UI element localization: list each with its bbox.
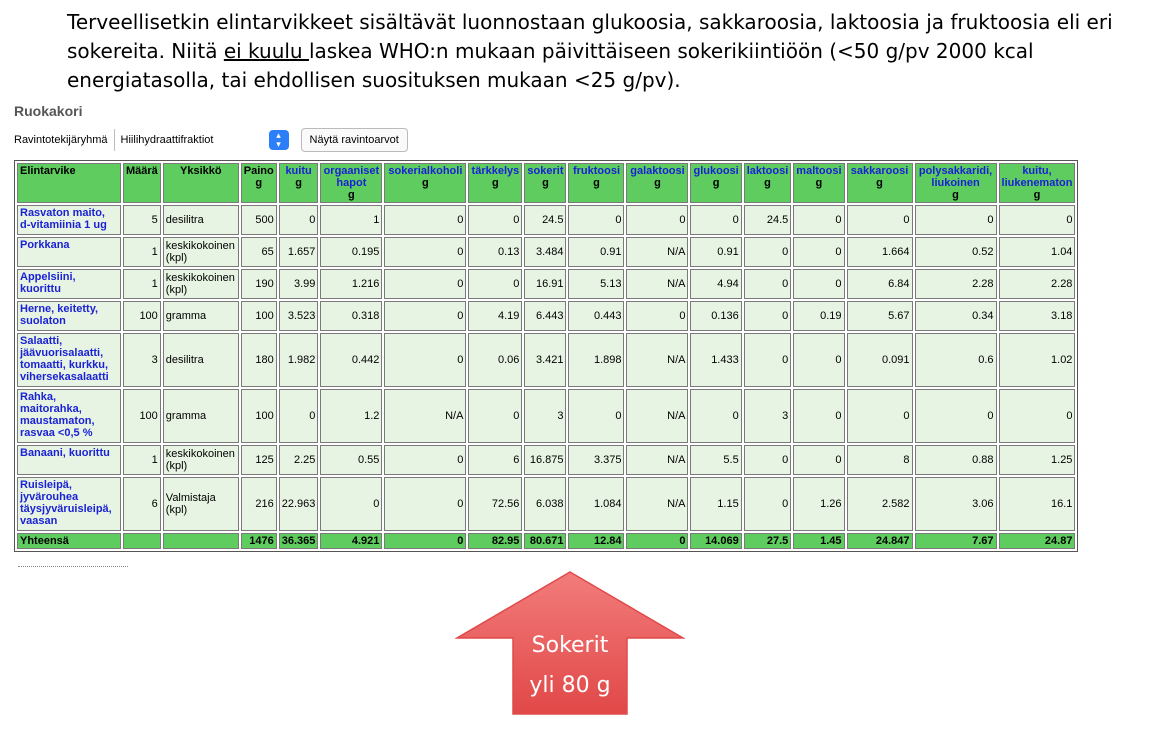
value-cell: 16.1 <box>999 477 1076 531</box>
value-cell: 1 <box>123 269 161 299</box>
select-stepper-icon[interactable]: ▴ ▾ <box>269 130 289 150</box>
value-cell: 1.664 <box>847 237 913 267</box>
value-cell: N/A <box>626 389 688 443</box>
food-name-link[interactable]: Porkkana <box>17 237 121 267</box>
header-name: kuitu, liukenematon <box>1001 165 1073 189</box>
value-cell: 6 <box>123 477 161 531</box>
total-cell: 36.365 <box>279 533 319 549</box>
value-cell: 6.443 <box>524 301 566 331</box>
table-row <box>17 389 1075 443</box>
unit-cell: Valmistaja (kpl) <box>163 477 239 531</box>
header-name: Elintarvike <box>20 165 76 177</box>
intro-part1: Terveellisetkin elintarvikkeet sisältävät luonnostaan glukoosia, sakkaroosia, laktoosia ja fruktoosia eli eri sokereita. Niitä <box>67 10 1113 63</box>
value-cell: 2.25 <box>279 445 319 475</box>
header-1 <box>123 163 161 203</box>
value-cell: 0 <box>568 389 624 443</box>
value-cell: 16.91 <box>524 269 566 299</box>
intro-part2: laskea WHO:n mukaan päivittäiseen sokerikiintiöön (<50 g/pv 2000 kcal energiatasolla, tai ehdollisen suosituksen mukaan <25 g/pv). <box>67 39 1034 92</box>
total-cell: 24.87 <box>999 533 1076 549</box>
value-cell: N/A <box>384 389 466 443</box>
unit-cell: desilitra <box>163 205 239 235</box>
value-cell: 0 <box>915 389 997 443</box>
value-cell: 0 <box>999 389 1076 443</box>
value-cell: 72.56 <box>468 477 522 531</box>
value-cell: 2.582 <box>847 477 913 531</box>
nutrition-table <box>14 160 1078 552</box>
header-name: galaktoosi <box>630 165 685 177</box>
food-name-link[interactable]: Ruisleipä, jyvärouhea täysjyväruisleipä, vaasan <box>17 477 121 531</box>
unit-cell: keskikokoinen (kpl) <box>163 445 239 475</box>
header-4[interactable] <box>279 163 319 203</box>
total-cell: 12.84 <box>568 533 624 549</box>
value-cell: 100 <box>123 389 161 443</box>
table-row <box>17 445 1075 475</box>
value-cell: 24.5 <box>524 205 566 235</box>
value-cell: 216 <box>241 477 277 531</box>
header-0 <box>17 163 121 203</box>
value-cell: 0 <box>690 205 741 235</box>
header-2 <box>163 163 239 203</box>
value-cell: 0 <box>793 237 844 267</box>
header-name: polysakkaridi, liukoinen <box>918 165 993 189</box>
unit-cell: keskikokoinen (kpl) <box>163 269 239 299</box>
value-cell: 0 <box>793 445 844 475</box>
value-cell: 65 <box>241 237 277 267</box>
table-header-row <box>17 163 1075 203</box>
value-cell: 100 <box>123 301 161 331</box>
value-cell: 100 <box>241 301 277 331</box>
unit-cell: gramma <box>163 389 239 443</box>
value-cell: 1 <box>320 205 382 235</box>
total-cell <box>123 533 161 549</box>
value-cell: 3.99 <box>279 269 319 299</box>
value-cell: 0.34 <box>915 301 997 331</box>
value-cell: 8 <box>847 445 913 475</box>
value-cell: 1 <box>123 237 161 267</box>
value-cell: 3 <box>123 333 161 387</box>
value-cell: 0 <box>847 205 913 235</box>
value-cell: 3.06 <box>915 477 997 531</box>
value-cell: 0.19 <box>793 301 844 331</box>
value-cell: 0.06 <box>468 333 522 387</box>
header-10[interactable] <box>626 163 688 203</box>
value-cell: 190 <box>241 269 277 299</box>
value-cell: 4.94 <box>690 269 741 299</box>
value-cell: 5.13 <box>568 269 624 299</box>
intro-text <box>67 8 1147 95</box>
value-cell: 0 <box>468 205 522 235</box>
value-cell: 3.18 <box>999 301 1076 331</box>
header-unit: g <box>815 177 823 189</box>
value-cell: 1.2 <box>320 389 382 443</box>
value-cell: 0 <box>793 389 844 443</box>
unit-cell: keskikokoinen (kpl) <box>163 237 239 267</box>
value-cell: 100 <box>241 389 277 443</box>
value-cell: N/A <box>626 477 688 531</box>
header-11[interactable] <box>690 163 741 203</box>
food-name-link[interactable]: Appelsiini, kuorittu <box>17 269 121 299</box>
value-cell: 16.875 <box>524 445 566 475</box>
value-cell: 0 <box>915 205 997 235</box>
value-cell: 0 <box>384 269 466 299</box>
value-cell: 500 <box>241 205 277 235</box>
value-cell: 1.02 <box>999 333 1076 387</box>
food-name-link[interactable]: Banaani, kuorittu <box>17 445 121 475</box>
header-16[interactable] <box>999 163 1076 203</box>
value-cell: 5.5 <box>690 445 741 475</box>
food-name-link[interactable]: Salaatti, jäävuorisalaatti, tomaatti, kurkku, vihersekasalaatti <box>17 333 121 387</box>
value-cell: 3.484 <box>524 237 566 267</box>
value-cell: 1.898 <box>568 333 624 387</box>
header-unit: g <box>952 189 959 201</box>
value-cell: 0 <box>279 389 319 443</box>
header-7[interactable] <box>468 163 522 203</box>
total-cell: 1476 <box>241 533 277 549</box>
header-3 <box>241 163 277 203</box>
value-cell: 0 <box>744 269 792 299</box>
value-cell: 1.25 <box>999 445 1076 475</box>
value-cell: 180 <box>241 333 277 387</box>
header-name: Määrä <box>126 165 158 177</box>
value-cell: 0 <box>384 205 466 235</box>
header-name: Paino <box>243 165 274 177</box>
value-cell: 0.6 <box>915 333 997 387</box>
value-cell: N/A <box>626 269 688 299</box>
value-cell: 6.84 <box>847 269 913 299</box>
value-cell: 5 <box>123 205 161 235</box>
header-name: sakkaroosi <box>850 165 909 177</box>
header-name: fruktoosi <box>572 165 621 177</box>
value-cell: 1.216 <box>320 269 382 299</box>
value-cell: 0 <box>626 205 688 235</box>
value-cell: 0.136 <box>690 301 741 331</box>
value-cell: 0 <box>744 301 792 331</box>
value-cell: 0.55 <box>320 445 382 475</box>
value-cell: 22.963 <box>279 477 319 531</box>
value-cell: 1 <box>123 445 161 475</box>
value-cell: 0 <box>384 333 466 387</box>
header-8[interactable] <box>524 163 566 203</box>
value-cell: 0.91 <box>568 237 624 267</box>
header-name: laktoosi <box>746 165 789 177</box>
callout-line-2: yli 80 g <box>529 673 611 698</box>
total-cell: 24.847 <box>847 533 913 549</box>
header-unit: g <box>654 177 661 189</box>
header-unit: g <box>348 189 355 201</box>
total-cell <box>163 533 239 549</box>
cart-title: Ruokakori <box>14 103 83 119</box>
value-cell: 0 <box>744 333 792 387</box>
table-row <box>17 237 1075 267</box>
callout-arrow <box>455 570 685 716</box>
value-cell: 0 <box>744 445 792 475</box>
total-cell: 14.069 <box>690 533 741 549</box>
header-6[interactable] <box>384 163 466 203</box>
value-cell: 0 <box>468 269 522 299</box>
header-name: tärkkelys <box>471 165 520 177</box>
value-cell: 0.52 <box>915 237 997 267</box>
group-select[interactable]: Hiilihydraattifraktiot <box>114 129 267 151</box>
unit-cell: desilitra <box>163 333 239 387</box>
value-cell: 3.421 <box>524 333 566 387</box>
total-label: Yhteensä <box>17 533 121 549</box>
value-cell: 0 <box>744 477 792 531</box>
value-cell: 0.195 <box>320 237 382 267</box>
intro-underlined: ei kuulu <box>223 39 309 63</box>
total-cell: 0 <box>384 533 466 549</box>
value-cell: 1.15 <box>690 477 741 531</box>
value-cell: 1.084 <box>568 477 624 531</box>
total-cell: 7.67 <box>915 533 997 549</box>
header-name: kuitu <box>285 165 312 177</box>
header-unit: g <box>255 177 263 189</box>
value-cell: N/A <box>626 445 688 475</box>
header-unit: g <box>712 177 720 189</box>
header-name: orgaaniset hapot <box>323 165 380 189</box>
value-cell: 6.038 <box>524 477 566 531</box>
footer-remnant <box>18 566 128 570</box>
value-cell: 2.28 <box>999 269 1076 299</box>
value-cell: 0.091 <box>847 333 913 387</box>
table-row <box>17 333 1075 387</box>
total-row <box>17 533 1075 549</box>
header-unit: g <box>542 177 549 189</box>
total-cell: 4.921 <box>320 533 382 549</box>
header-unit: g <box>295 177 302 189</box>
value-cell: 0 <box>279 205 319 235</box>
table-row <box>17 301 1075 331</box>
value-cell: 0 <box>847 389 913 443</box>
value-cell: 0 <box>320 477 382 531</box>
value-cell: 24.5 <box>744 205 792 235</box>
header-name: Yksikkö <box>180 165 222 177</box>
header-unit: g <box>764 177 771 189</box>
total-cell: 80.671 <box>524 533 566 549</box>
value-cell: 0 <box>793 333 844 387</box>
value-cell: 3 <box>524 389 566 443</box>
header-unit: g <box>876 177 883 189</box>
header-unit: g <box>593 177 600 189</box>
controls-bar <box>14 127 408 153</box>
value-cell: 0.91 <box>690 237 741 267</box>
value-cell: 0 <box>999 205 1076 235</box>
value-cell: 6 <box>468 445 522 475</box>
header-unit: g <box>492 177 499 189</box>
table-row <box>17 269 1075 299</box>
value-cell: 0 <box>568 205 624 235</box>
unit-cell: gramma <box>163 301 239 331</box>
value-cell: 0.88 <box>915 445 997 475</box>
value-cell: 5.67 <box>847 301 913 331</box>
value-cell: 0 <box>793 269 844 299</box>
table-row <box>17 205 1075 235</box>
header-5[interactable] <box>320 163 382 203</box>
value-cell: 0.318 <box>320 301 382 331</box>
value-cell: 1.982 <box>279 333 319 387</box>
group-label: Ravintotekijäryhmä <box>14 134 108 146</box>
show-nutrients-button[interactable]: Näytä ravintoarvot <box>301 128 408 152</box>
value-cell: 0 <box>744 237 792 267</box>
total-cell: 27.5 <box>744 533 792 549</box>
value-cell: 0 <box>384 445 466 475</box>
value-cell: 0.13 <box>468 237 522 267</box>
value-cell: 0 <box>384 477 466 531</box>
value-cell: 0.442 <box>320 333 382 387</box>
header-12[interactable] <box>744 163 792 203</box>
total-cell: 82.95 <box>468 533 522 549</box>
header-15[interactable] <box>915 163 997 203</box>
food-name-link[interactable]: Herne, keitetty, suolaton <box>17 301 121 331</box>
value-cell: 0 <box>690 389 741 443</box>
value-cell: N/A <box>626 237 688 267</box>
value-cell: 0.443 <box>568 301 624 331</box>
header-name: sokerialkoholi <box>388 165 463 177</box>
table-row <box>17 477 1075 531</box>
value-cell: 2.28 <box>915 269 997 299</box>
header-unit: g <box>422 177 429 189</box>
value-cell: 3 <box>744 389 792 443</box>
header-name: sokerit <box>527 165 564 177</box>
value-cell: 0 <box>384 301 466 331</box>
value-cell: 0 <box>384 237 466 267</box>
value-cell: 125 <box>241 445 277 475</box>
header-name: maltoosi <box>796 165 842 177</box>
value-cell: 1.26 <box>793 477 844 531</box>
header-name: glukoosi <box>693 165 739 177</box>
callout-line-1: Sokerit <box>531 633 609 658</box>
food-name-link[interactable]: Rasvaton maito, d-vitamiinia 1 ug <box>17 205 121 235</box>
value-cell: 3.375 <box>568 445 624 475</box>
value-cell: 3.523 <box>279 301 319 331</box>
food-name-link[interactable]: Rahka, maitorahka, maustamaton, rasvaa <0,5 % <box>17 389 121 443</box>
header-unit: g <box>1033 189 1041 201</box>
value-cell: 1.433 <box>690 333 741 387</box>
value-cell: 1.657 <box>279 237 319 267</box>
value-cell: N/A <box>626 333 688 387</box>
value-cell: 0 <box>468 389 522 443</box>
total-cell: 1.45 <box>793 533 844 549</box>
header-13[interactable] <box>793 163 844 203</box>
total-cell: 0 <box>626 533 688 549</box>
value-cell: 0 <box>793 205 844 235</box>
value-cell: 1.04 <box>999 237 1076 267</box>
header-14[interactable] <box>847 163 913 203</box>
value-cell: 4.19 <box>468 301 522 331</box>
header-9[interactable] <box>568 163 624 203</box>
value-cell: 0 <box>626 301 688 331</box>
